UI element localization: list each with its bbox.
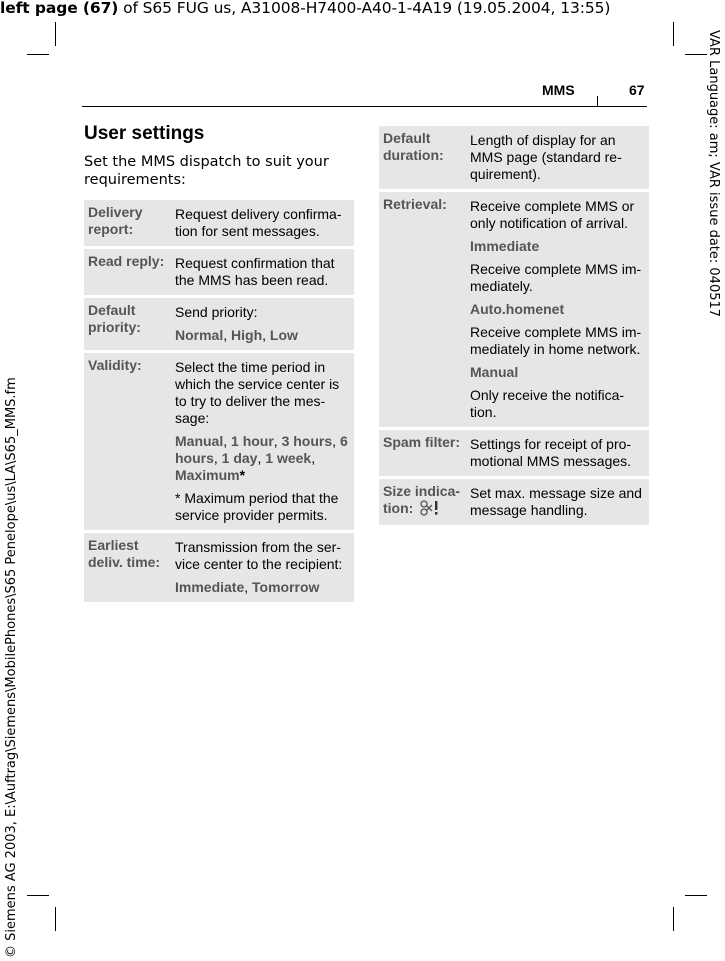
option-high: High	[231, 327, 263, 343]
option-3-hours: 3 hours	[281, 433, 333, 449]
setting-label: Spam filter:	[383, 434, 461, 450]
option-manual: Manual	[470, 364, 519, 380]
option-list: Immediate, Tomorrow	[175, 579, 320, 595]
setting-label: Default priority:	[88, 302, 141, 335]
setting-description	[470, 192, 649, 427]
setting-label-text: Size indica-tion:	[383, 483, 461, 516]
setting-label	[379, 479, 470, 525]
footnote-text: * Maximum period that the service provider permits.	[175, 490, 339, 523]
setting-row-earliest-delivery	[84, 533, 354, 602]
option-description: Receive complete MMS im-mediately.	[470, 261, 642, 294]
variant-info: VAR Language: am; VAR issue date: 040517	[706, 30, 721, 318]
setting-label: Retrieval:	[383, 196, 447, 212]
description-text: Select the time period in which the service center is to try to deliver the mes-sage:	[175, 359, 340, 426]
option-1-week: 1 week	[265, 450, 312, 466]
option-manual: Manual	[175, 433, 224, 449]
header-divider	[597, 96, 598, 106]
setting-description	[470, 430, 649, 476]
running-header-section: MMS	[542, 82, 575, 98]
option-auto-homenet: Auto.homenet	[470, 301, 565, 317]
option-immediate: Immediate	[470, 238, 540, 254]
setting-label: Delivery report:	[88, 204, 143, 237]
slug-file-info: of S65 FUG us, A31008-H7400-A40-1-4A19 (19.05.2004, 13:55)	[118, 0, 611, 17]
setting-description	[175, 200, 354, 246]
setting-description	[175, 533, 354, 602]
option-description: Only receive the notifica-tion.	[470, 387, 625, 420]
setting-description	[175, 298, 354, 350]
description-text: Request delivery confirma-tion for sent messages.	[175, 206, 342, 239]
option-1-hour: 1 hour	[231, 433, 274, 449]
option-list: Normal, High, Low	[175, 327, 298, 343]
description-text: Request confirmation that the MMS has been read.	[175, 255, 335, 288]
setting-row-retrieval	[379, 192, 649, 427]
description-text: Settings for receipt of pro-motional MMS messages.	[470, 436, 632, 469]
option-6-hours: 6 hours	[175, 433, 348, 466]
copyright-file-path: © Siemens AG 2003, E:\Auftrag\Siemens\MobilePhones\S65 Penelope\us\LA\S65_MMS.fm	[4, 377, 19, 958]
setting-row-size-indication	[379, 479, 649, 525]
description-text: Receive complete MMS or only notification of arrival.	[470, 198, 635, 231]
crop-mark	[673, 22, 674, 46]
option-tomorrow: Tomorrow	[252, 579, 320, 595]
description-text: Transmission from the ser-vice center to the recipient:	[175, 539, 343, 572]
setting-label: Read reply:	[88, 253, 165, 269]
setting-row-validity	[84, 353, 354, 530]
crop-mark	[673, 907, 674, 931]
description-text: Length of display for an MMS page (standard re-quirement).	[470, 132, 622, 182]
section-title: User settings	[84, 123, 205, 144]
setting-row-default-duration	[379, 126, 649, 189]
setting-label: Validity:	[88, 357, 142, 373]
slug-page-ref: left page (67)	[0, 0, 119, 17]
setting-row-delivery-report	[84, 200, 354, 246]
description-text: Send priority:	[175, 304, 258, 320]
crop-mark	[685, 54, 707, 55]
crop-mark	[55, 22, 56, 46]
setting-row-default-priority	[84, 298, 354, 350]
setting-label: Default duration:	[383, 130, 444, 163]
footnote-marker: *	[239, 467, 246, 483]
document-slug	[0, 0, 610, 17]
description-text: Set max. message size and message handling.	[470, 485, 642, 518]
setting-row-read-reply	[84, 249, 354, 295]
option-list: Manual, 1 hour, 3 hours, 6 hours, 1 day, 1 week, Maximum*	[175, 433, 348, 483]
setting-row-spam-filter	[379, 430, 649, 476]
option-normal: Normal	[175, 327, 224, 343]
option-immediate: Immediate	[175, 579, 245, 595]
setting-description	[470, 479, 649, 525]
scissors-exclamation-icon	[420, 500, 440, 520]
crop-mark	[685, 895, 707, 896]
option-maximum: Maximum	[175, 467, 240, 483]
intro-text: Set the MMS dispatch to suit your requirements:	[84, 154, 329, 188]
crop-mark	[27, 895, 49, 896]
settings-table-left	[84, 200, 354, 605]
settings-table-right	[379, 126, 649, 528]
setting-description	[175, 353, 354, 530]
option-description: Receive complete MMS im-mediately in home network.	[470, 324, 642, 357]
setting-label: Earliest deliv. time:	[88, 537, 161, 570]
setting-description	[175, 249, 354, 295]
option-low: Low	[269, 327, 298, 343]
setting-description	[470, 126, 649, 189]
page-number: 67	[629, 82, 645, 98]
crop-mark	[55, 907, 56, 931]
header-rule	[82, 106, 647, 107]
crop-mark	[27, 54, 49, 55]
option-1-day: 1 day	[221, 450, 258, 466]
